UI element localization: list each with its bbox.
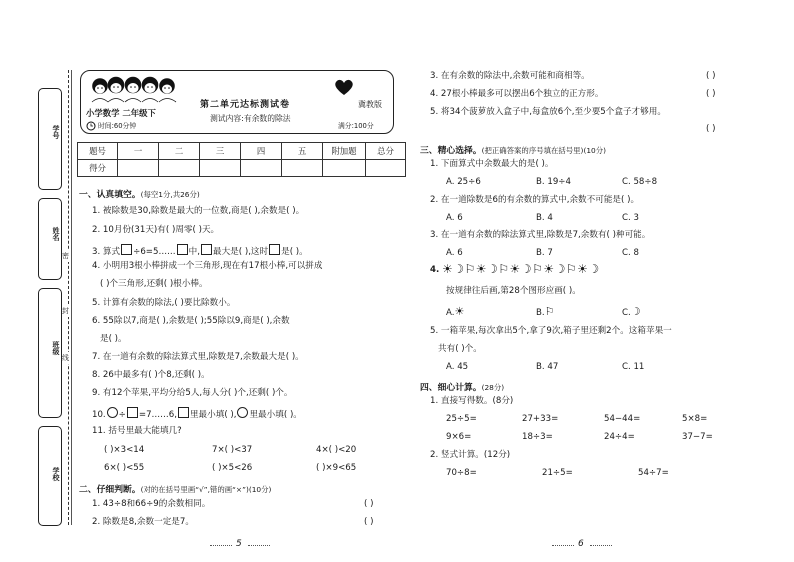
fill-q5: 5. 计算有余数的除法,( )要比除数小。 [92, 298, 236, 308]
choice-q1-option: A. 25÷6 [446, 177, 481, 187]
heart-icon [334, 78, 354, 96]
fill-q3-part: ÷6=5…… [133, 247, 176, 257]
score-table-cell: 题号 [78, 143, 118, 160]
judge-q2: 2. 除数是8,余数一定是7。 [92, 517, 194, 527]
cut-line [68, 70, 69, 525]
vertical-calc-item: 21÷5= [542, 468, 573, 478]
choice-q3-option: B. 7 [536, 248, 553, 258]
fill-q10 [92, 407, 302, 420]
fill-q10-part: =7……6, [138, 410, 177, 420]
score-table-cell: 一 [118, 143, 159, 160]
calc-item: 24÷4= [604, 432, 635, 442]
section-1-heading: 一、认真填空。 [79, 190, 141, 200]
school-box [38, 426, 62, 526]
subject-label: 小学数学 二年级下 [86, 108, 156, 118]
full-score-label: 满分:100分 [338, 122, 374, 130]
judge-q1-paren[interactable]: ( ) [364, 499, 374, 509]
fill-q11-item: ( )×3<14 [104, 445, 145, 455]
page-line [248, 545, 270, 546]
score-table-cell: 总分 [366, 143, 406, 160]
choice-q2-option: A. 6 [446, 213, 463, 223]
fill-q11-item: 6×( )<55 [104, 463, 145, 473]
time-label: 时间:60分钟 [98, 122, 137, 130]
fill-q10-part: 10. [92, 410, 106, 420]
score-input-cell[interactable] [159, 160, 200, 177]
edition-label: 冀教版 [358, 100, 382, 109]
page-line [210, 545, 232, 546]
fill-q10-part: 里最小填( ), [189, 410, 237, 420]
vertical-calc-item: 70÷8= [446, 468, 477, 478]
choice-q4-option-a [446, 306, 464, 318]
fill-q3-part: 中, [188, 247, 200, 257]
calc-item: 25÷5= [446, 414, 477, 424]
score-table-cell: 三 [200, 143, 241, 160]
section-2-note: (对的在括号里画“√”,错的画“×”)(10分) [140, 485, 272, 494]
section-3-title [420, 143, 606, 156]
score-input-cell[interactable] [282, 160, 323, 177]
score-table [77, 142, 406, 177]
fill-q1: 1. 被除数是30,除数是最大的一位数,商是( ),余数是( )。 [92, 206, 305, 216]
fill-q6-line2: 是( )。 [100, 334, 127, 344]
judge-q2-paren[interactable]: ( ) [364, 517, 374, 527]
score-table-cell: 附加题 [323, 143, 366, 160]
score-input-cell[interactable] [323, 160, 366, 177]
choice-q5-option: B. 47 [536, 362, 559, 372]
choice-q4-number: 4. [430, 265, 440, 275]
section-1-title [79, 187, 200, 200]
calc-item: 54−44= [604, 414, 641, 424]
fill-q2: 2. 10月份(31天)有( )周零( )天。 [92, 225, 220, 235]
score-table-score-row [78, 160, 406, 177]
fill-q3-part: 最大是( ),这时 [212, 247, 269, 257]
choice-q4: 按规律往后画,第28个图形应画( )。 [446, 286, 581, 296]
flag-icon: ⚐ [544, 305, 555, 318]
square-blank [178, 407, 189, 418]
clock-icon [86, 121, 96, 131]
calc-q1: 1. 直接写得数。(8分) [430, 396, 514, 406]
judge-q3-paren[interactable]: ( ) [706, 71, 716, 81]
calc-item: 27+33= [522, 414, 559, 424]
fill-q3 [92, 244, 308, 257]
fill-q4-line2: ( )个三角形,还剩( )根小棒。 [100, 279, 208, 289]
judge-q1: 1. 43÷8和66÷9的余数相同。 [92, 499, 211, 509]
choice-q5-line2: 共有( )个。 [438, 344, 482, 354]
name-label: 姓名 [52, 227, 60, 241]
fill-q9: 9. 有12个苹果,平均分给5人,每人分( )个,还剩( )个。 [92, 388, 293, 398]
calc-q2: 2. 竖式计算。(12分) [430, 450, 511, 460]
judge-q3: 3. 在有余数的除法中,余数可能和商相等。 [430, 71, 590, 81]
section-4-title [420, 380, 504, 393]
section-4-heading: 四、细心计算。 [420, 383, 482, 393]
choice-q4-option-c [622, 306, 641, 318]
class-label: 班级 [52, 341, 60, 355]
score-input-cell[interactable] [241, 160, 282, 177]
vertical-calc-item: 54÷7= [638, 468, 669, 478]
square-blank [121, 244, 132, 255]
circle-blank [237, 407, 248, 418]
section-3-heading: 三、精心选择。 [420, 146, 482, 156]
choice-q2: 2. 在一道除数是6的有余数的算式中,余数不可能是( )。 [430, 195, 640, 205]
page-number-right: 6 [578, 539, 584, 549]
section-3-note: (把正确答案的序号填在括号里)(10分) [481, 146, 607, 155]
judge-q5-paren[interactable]: ( ) [706, 124, 716, 134]
moon-icon: ☽ [630, 305, 641, 318]
section-2-heading: 二、仔细判断。 [79, 485, 141, 495]
square-blank [127, 407, 138, 418]
cut-line-solid [71, 70, 72, 525]
sun-icon: ☀ [454, 305, 465, 318]
judge-q5: 5. 将34个菠萝放入盒子中,每盒放6个,至少要5个盒子才够用。 [430, 107, 666, 117]
cut-mark-mi: 密 [62, 252, 69, 260]
circle-blank [107, 407, 118, 418]
square-blank [201, 244, 212, 255]
choice-q4-option-label: C. [622, 308, 631, 318]
choice-q5-option: C. 11 [622, 362, 645, 372]
fill-q10-part: ÷ [118, 410, 126, 420]
choice-q2-option: C. 3 [622, 213, 639, 223]
fill-q11-item: ( )×9<65 [316, 463, 357, 473]
children-illustration [88, 73, 184, 103]
page-number-left: 5 [236, 539, 242, 549]
class-box [38, 288, 62, 418]
fill-q3-part: 3. 算式 [92, 247, 121, 257]
score-table-cell: 二 [159, 143, 200, 160]
section-2-title [79, 482, 271, 495]
choice-q5-option: A. 45 [446, 362, 469, 372]
fill-q11-item: ( )×5<26 [212, 463, 253, 473]
score-table-cell: 四 [241, 143, 282, 160]
fill-q10-part: 里最小填( )。 [249, 410, 302, 420]
content-label: 测试内容:有余数的除法 [210, 114, 291, 123]
calc-item: 37−7= [682, 432, 713, 442]
fill-q7: 7. 在一道有余数的除法算式里,除数是7,余数最大是( )。 [92, 352, 304, 362]
score-input-cell[interactable] [200, 160, 241, 177]
choice-q4-option-b [536, 306, 555, 318]
choice-q1: 1. 下面算式中余数最大的是( )。 [430, 159, 554, 169]
judge-q4: 4. 27根小棒最多可以摆出6个独立的正方形。 [430, 89, 604, 99]
calc-item: 5×8= [682, 414, 708, 424]
score-input-cell[interactable] [366, 160, 406, 177]
name-box [38, 198, 62, 280]
choice-q2-option: B. 4 [536, 213, 553, 223]
cut-mark-xian: 线 [62, 354, 69, 362]
page-line [552, 545, 574, 546]
fill-q3-part: 是( )。 [281, 247, 308, 257]
cut-mark-feng: 封 [62, 307, 69, 315]
student-number-box [38, 88, 62, 190]
exam-title: 第二单元达标测试卷 [200, 100, 291, 110]
pattern-sequence: ☀☽⚐☀☽⚐☀☽⚐☀☽⚐☀☽ [442, 262, 600, 276]
fill-q11: 11. 括号里最大能填几? [92, 426, 182, 436]
score-table-cell: 五 [282, 143, 323, 160]
score-table-cell: 得分 [78, 160, 118, 177]
student-number-label: 学号 [52, 125, 60, 139]
square-blank [177, 244, 188, 255]
fill-q11-item: 7×( )<37 [212, 445, 253, 455]
fill-q8: 8. 26中最多有( )个8,还剩( )。 [92, 370, 210, 380]
fill-q6-line1: 6. 55除以7,商是( ),余数是( );55除以9,商是( ),余数 [92, 316, 290, 326]
section-1-note: (每空1分,共26分) [140, 190, 200, 199]
judge-q4-paren[interactable]: ( ) [706, 89, 716, 99]
fill-q4-line1: 4. 小明用3根小棒拼成一个三角形,现在有17根小棒,可以拼成 [92, 261, 323, 271]
page-line [590, 545, 612, 546]
choice-q3: 3. 在一道有余数的除法算式里,除数是7,余数有( )种可能。 [430, 230, 651, 240]
fill-q11-item: 4×( )<20 [316, 445, 357, 455]
choice-q4-option-label: B. [536, 308, 545, 318]
score-table-header-row [78, 143, 406, 160]
calc-item: 18÷3= [522, 432, 553, 442]
choice-q1-option: B. 19÷4 [536, 177, 571, 187]
score-input-cell[interactable] [118, 160, 159, 177]
choice-q3-option: C. 8 [622, 248, 639, 258]
choice-q5-line1: 5. 一箱苹果,每次拿出5个,拿了9次,箱子里还剩2个。这箱苹果一 [430, 326, 672, 336]
school-label: 学校 [52, 467, 60, 481]
choice-q1-option: C. 58÷8 [622, 177, 658, 187]
calc-item: 9×6= [446, 432, 472, 442]
section-4-note: (28分) [481, 383, 505, 392]
choice-q4-option-label: A. [446, 308, 455, 318]
square-blank [269, 244, 280, 255]
choice-q3-option: A. 6 [446, 248, 463, 258]
